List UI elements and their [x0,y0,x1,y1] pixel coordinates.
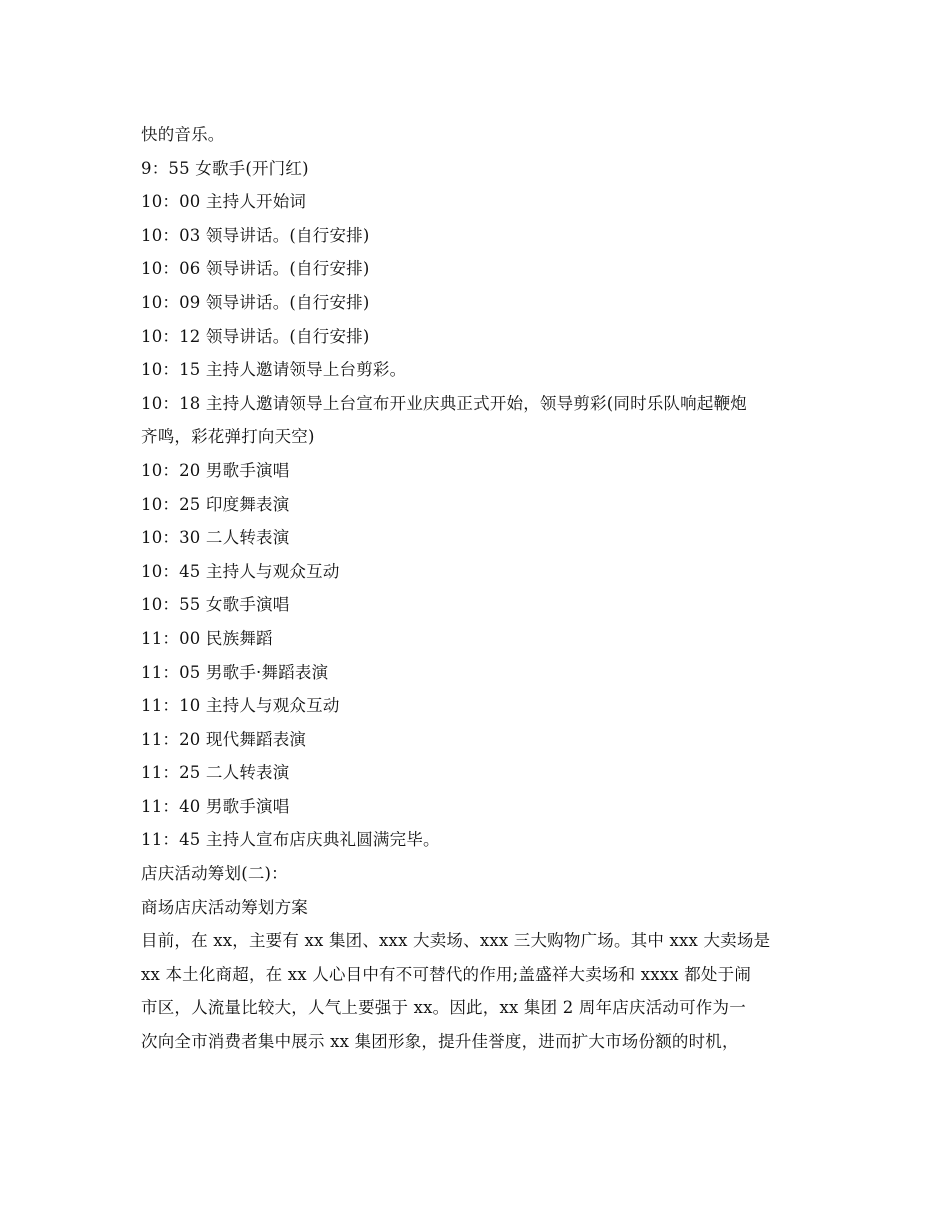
schedule-item: 10：00 主持人开始词 [141,192,307,212]
schedule-item: 11：25 二人转表演 [141,763,290,783]
schedule-item: 11：00 民族舞蹈 [141,628,273,648]
paragraph-line: 目前，在 xx，主要有 xx 集团、xxx 大卖场、xxx 三大购物广场。其中 xxx 大卖场是 [141,931,771,951]
schedule-item: 9：55 女歌手(开门红) [141,158,309,178]
schedule-item: 10：03 领导讲话。(自行安排) [141,225,370,245]
schedule-item: 11：05 男歌手·舞蹈表演 [141,662,329,682]
paragraph-line: xx 本土化商超，在 xx 人心目中有不可替代的作用;盖盛祥大卖场和 xxxx 都处于闹 [141,964,752,984]
schedule-item: 10：15 主持人邀请领导上台剪彩。 [141,360,407,380]
schedule-item: 11：40 男歌手演唱 [141,796,290,816]
schedule-item: 11：45 主持人宣布店庆典礼圆满完毕。 [141,830,440,850]
schedule-item: 10：30 二人转表演 [141,528,290,548]
schedule-item: 10：55 女歌手演唱 [141,595,290,615]
schedule-item: 10：25 印度舞表演 [141,494,290,514]
schedule-item: 10：12 领导讲话。(自行安排) [141,326,370,346]
schedule-item: 10：45 主持人与观众互动 [141,561,340,581]
paragraph-line: 市区，人流量比较大，人气上要强于 xx。因此，xx 集团 2 周年店庆活动可作为一 [141,998,746,1018]
document-title: 商场店庆活动筹划方案 [141,897,308,917]
schedule-item: 11：20 现代舞蹈表演 [141,729,307,749]
schedule-item: 11：10 主持人与观众互动 [141,696,340,716]
schedule-item: 10：20 男歌手演唱 [141,460,290,480]
section-heading: 店庆活动筹划(二)： [141,864,288,884]
paragraph-line: 次向全市消费者集中展示 xx 集团形象，提升佳誉度，进而扩大市场份额的时机， [141,1032,739,1052]
schedule-item: 10：18 主持人邀请领导上台宣布开业庆典正式开始，领导剪彩(同时乐队响起鞭炮 [141,393,747,413]
schedule-item: 10：06 领导讲话。(自行安排) [141,259,370,279]
text-line: 快的音乐。 [141,125,225,144]
schedule-item-continuation: 齐鸣，彩花弹打向天空) [141,427,315,447]
document-body [141,118,821,1059]
schedule-item: 10：09 领导讲话。(自行安排) [141,292,370,312]
